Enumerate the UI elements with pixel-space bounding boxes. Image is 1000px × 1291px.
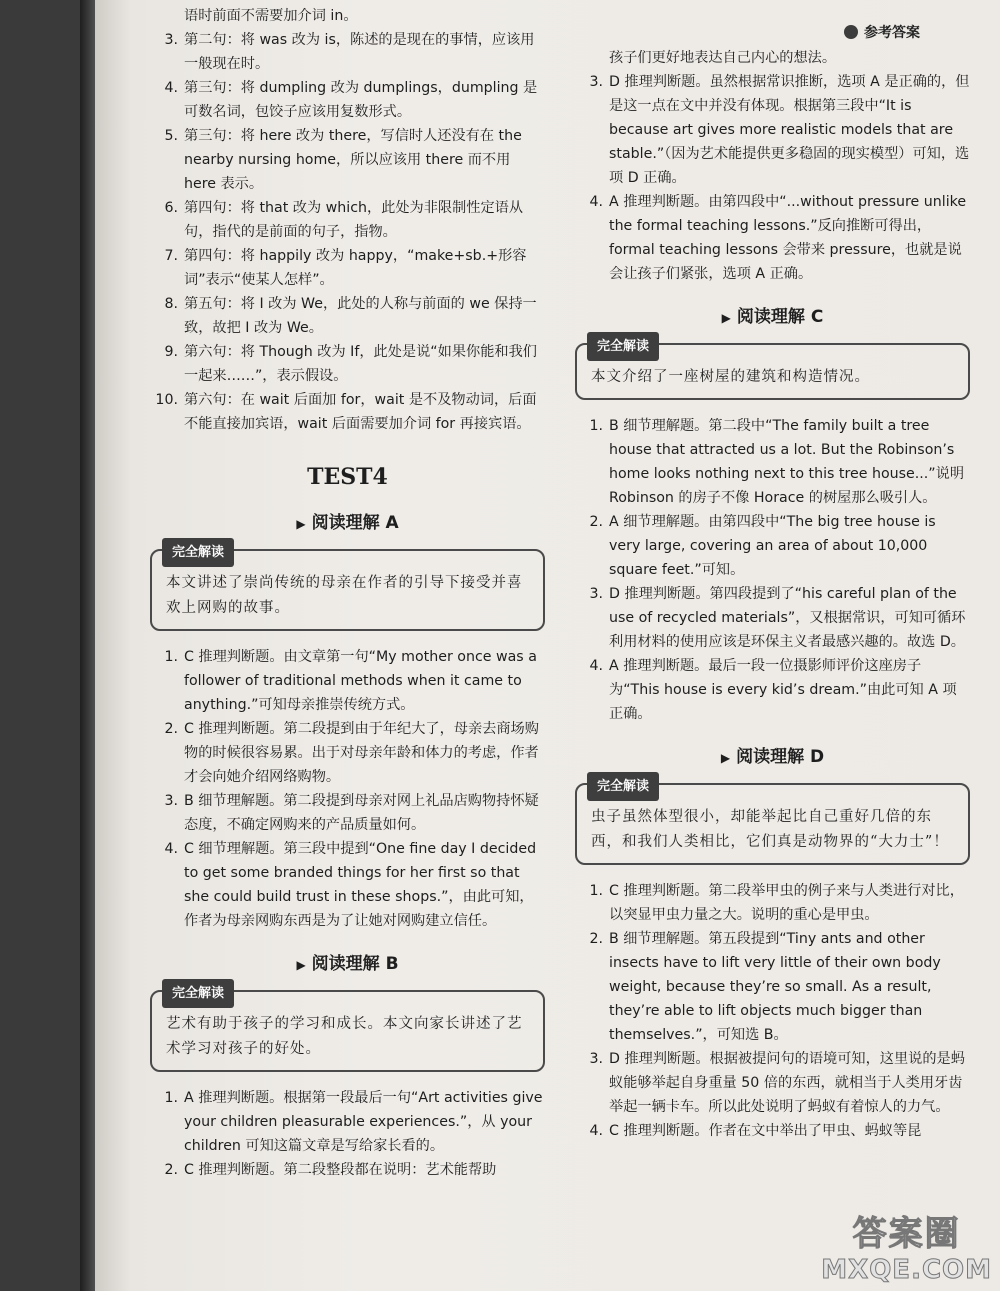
play-arrow-icon: ▶ (296, 958, 306, 972)
list-item (575, 190, 970, 286)
list-item (150, 196, 545, 244)
item-number: 3. (164, 793, 178, 809)
section-title: 阅读理解 C (736, 307, 824, 327)
list-item (150, 340, 545, 388)
item-number: 10. (155, 392, 178, 408)
item-text: 第二句：将 was 改为 is，陈述的是现在的事情，应该用一般现在时。 (184, 32, 535, 72)
test-title: TEST4 (307, 464, 388, 490)
summary-box (575, 779, 970, 865)
summary-box-label: 完全解读 (587, 332, 659, 361)
item-text: B 细节理解题。第二段提到母亲对网上礼品店购物持怀疑态度，不确定网购来的产品质量如何。 (184, 793, 539, 833)
item-number: 3. (589, 74, 603, 90)
right-column (575, 46, 970, 1143)
left-column (150, 4, 545, 1182)
item-number: 1. (164, 649, 178, 665)
summary-box (150, 545, 545, 631)
page-header (844, 22, 920, 42)
list-item (150, 837, 545, 933)
item-text: A 推理判断题。由第四段中“...without pressure unlike the formal teaching lessons.”反向推断可得出，formal teaching lessons 会带来 pressure，也就是说会让孩子们紧张，选项 A 正确。 (609, 194, 967, 282)
list-item (150, 388, 545, 436)
list-item (575, 927, 970, 1047)
item-number: 9. (164, 344, 178, 360)
item-number: 1. (589, 418, 603, 434)
item-number: 3. (589, 1051, 603, 1067)
play-arrow-icon: ▶ (720, 751, 731, 765)
item-text: B 细节理解题。第二段中“The family built a tree house that attracted us a lot. But the Robinson’s home looks nothing next to this tree house...”说明 Robinson 的房子不像 Horace 的树屋那么吸引人。 (609, 418, 965, 506)
section-title: 阅读理解 D (736, 747, 825, 767)
section-heading-d (575, 742, 970, 767)
item-number: 1. (589, 883, 603, 899)
item-number: 1. (164, 1090, 178, 1106)
summary-text: 虫子虽然体型很小，却能举起比自己重好几倍的东西，和我们人类相比，它们真是动物界的“大力士”！ (591, 809, 949, 850)
item-number: 3. (589, 586, 603, 602)
section-title: 阅读理解 A (311, 513, 399, 533)
section-heading-c (575, 302, 970, 327)
list-item (575, 582, 970, 654)
list-item (575, 1119, 970, 1143)
item-number: 4. (589, 194, 603, 210)
item-text: C 推理判断题。作者在文中举出了甲虫、蚂蚁等昆 (609, 1123, 922, 1139)
item-number: 3. (164, 32, 178, 48)
item-text: C 推理判断题。第二段整段都在说明：艺术能帮助 (184, 1162, 497, 1178)
item-number: 8. (164, 296, 178, 312)
item-number: 4. (589, 1123, 603, 1139)
item-text: D 推理判断题。虽然根据常识推断，选项 A 是正确的，但是这一点在文中并没有体现。根据第三段中“It is because art gives more realistic models that are stable.”（因为艺术能提供更多稳固的现实模型）可知，选项 D 正确。 (609, 74, 970, 186)
list-item (150, 645, 545, 717)
list-item (150, 1158, 545, 1182)
summary-text: 本文介绍了一座树屋的建筑和构造情况。 (591, 369, 870, 385)
list-item (575, 879, 970, 927)
header-title: 参考答案 (864, 25, 920, 41)
item-text: 第四句：将 that 改为 which，此处为非限制性定语从句，指代的是前面的句子，指物。 (184, 200, 524, 240)
item-text: B 细节理解题。第五段提到“Tiny ants and other insects have to lift very little of their own body weight, because they’re so small. As a result, they’re able to lift objects much bigger than themselves.”，可知选 B。 (609, 931, 941, 1043)
item-number: 2. (164, 721, 178, 737)
item-number: 2. (164, 1162, 178, 1178)
list-item (575, 1047, 970, 1119)
item-text: D 推理判断题。根据被提问句的语境可知，这里说的是蚂蚁能够举起自身重量 50 倍的东西，就相当于人类用牙齿举起一辆卡车。所以此处说明了蚂蚁有着惊人的力气。 (609, 1051, 965, 1115)
list-item (150, 717, 545, 789)
continued-line: 孩子们更好地表达自己内心的想法。 (609, 50, 837, 66)
list-item (150, 292, 545, 340)
section-heading-b (150, 949, 545, 974)
item-text: C 细节理解题。第三段中提到“One fine day I decided to get some branded things for her first so that she could build trust in these shops.”，由此可知，作者为母亲网购东西是为了让她对网购建立信任。 (184, 841, 537, 929)
item-text: A 推理判断题。最后一段一位摄影师评价这座房子为“This house is every kid’s dream.”由此可知 A 项正确。 (609, 658, 957, 722)
item-text: 第三句：将 here 改为 there，写信时人还没有在 the nearby nursing home，所以应该用 there 而不用 here 表示。 (184, 128, 522, 192)
item-text: 第三句：将 dumpling 改为 dumplings，dumpling 是可数名词，包饺子应该用复数形式。 (184, 80, 538, 120)
list-item (150, 76, 545, 124)
item-number: 6. (164, 200, 178, 216)
item-text: D 推理判断题。第四段提到了“his careful plan of the use of recycled materials”，又根据常识，可知可循环利用材料的使用应该是环保主义者最感兴趣的。故选 D。 (609, 586, 966, 650)
item-number: 4. (589, 658, 603, 674)
item-number: 5. (164, 128, 178, 144)
item-text: 第五句：将 I 改为 We，此处的人称与前面的 we 保持一致，故把 I 改为 We。 (184, 296, 537, 336)
summary-text: 艺术有助于孩子的学习和成长。本文向家长讲述了艺术学习对孩子的好处。 (166, 1016, 523, 1057)
item-text: 第六句：将 Though 改为 If，此处是说“如果你能和我们一起来……”，表示假设。 (184, 344, 537, 384)
item-number: 2. (589, 931, 603, 947)
play-arrow-icon: ▶ (721, 311, 731, 325)
list-item (150, 28, 545, 76)
item-number: 4. (164, 841, 178, 857)
item-number: 2. (589, 514, 603, 530)
item-text: A 推理判断题。根据第一段最后一句“Art activities give your children pleasurable experiences.”，从 your children 可知这篇文章是写给家长看的。 (184, 1090, 543, 1154)
item-number: 7. (164, 248, 178, 264)
summary-text: 本文讲述了崇尚传统的母亲在作者的引导下接受并喜欢上网购的故事。 (166, 575, 523, 616)
list-item (150, 124, 545, 196)
watermark-logo-text: 答案圈 (852, 1214, 961, 1254)
list-item (575, 510, 970, 582)
list-item (150, 244, 545, 292)
header-bullet-icon (844, 25, 858, 39)
watermark-url-text: MXQE.COM (821, 1255, 992, 1285)
summary-box (575, 339, 970, 400)
summary-box-label: 完全解读 (162, 979, 234, 1008)
section-heading-a (150, 508, 545, 533)
play-arrow-icon: ▶ (296, 517, 306, 531)
list-item (575, 70, 970, 190)
summary-box (150, 986, 545, 1072)
item-text: 第四句：将 happily 改为 happy，“make+sb.+形容词”表示“使某人怎样”。 (184, 248, 527, 288)
summary-box-label: 完全解读 (587, 772, 659, 801)
site-watermark (821, 1206, 992, 1285)
item-text: 第六句：在 wait 后面加 for，wait 是不及物动词，后面不能直接加宾语，wait 后面需要加介词 for 再接宾语。 (184, 392, 537, 432)
summary-box-label: 完全解读 (162, 538, 234, 567)
item-number: 4. (164, 80, 178, 96)
item-text: A 细节理解题。由第四段中“The big tree house is very large, covering an area of about 10,000 square feet.”可知。 (609, 514, 936, 578)
continued-line: 语时前面不需要加介词 in。 (184, 8, 358, 24)
list-item (150, 789, 545, 837)
list-item (575, 414, 970, 510)
item-text: C 推理判断题。第二段提到由于年纪大了，母亲去商场购物的时候很容易累。出于对母亲年龄和体力的考虑，作者才会向她介绍网络购物。 (184, 721, 539, 785)
item-text: C 推理判断题。由文章第一句“My mother once was a follower of traditional methods when it came to anything.”可知母亲推崇传统方式。 (184, 649, 537, 713)
section-title: 阅读理解 B (311, 954, 399, 974)
list-item (575, 654, 970, 726)
list-item (150, 1086, 545, 1158)
item-text: C 推理判断题。第二段举甲虫的例子来与人类进行对比，以突显甲虫力量之大。说明的重心是甲虫。 (609, 883, 964, 923)
